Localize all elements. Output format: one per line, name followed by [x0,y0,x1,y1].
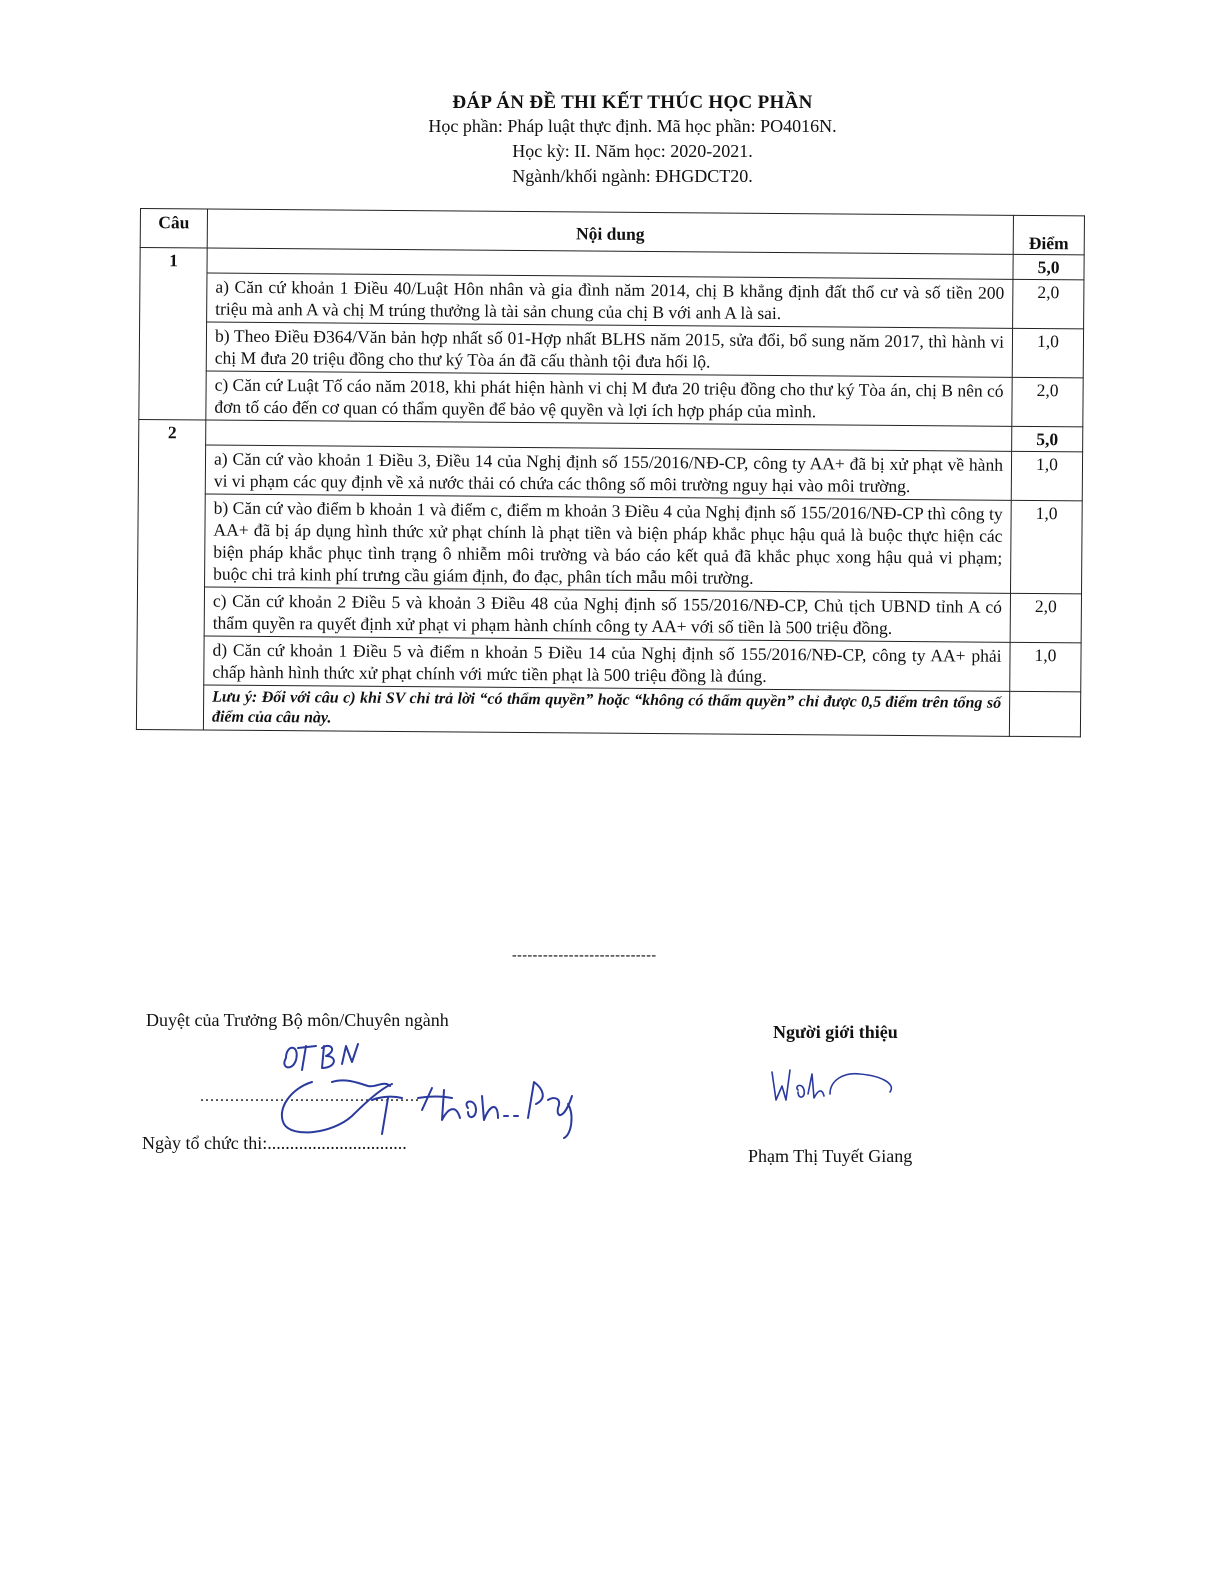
separator-line: ---------------------------- [512,948,657,963]
q1-item-b-score: 1,0 [1012,328,1083,378]
table-row [136,684,1080,736]
q1-item-b: b) Theo Điều Đ364/Văn bản hợp nhất số 01-Hợp nhất BLHS năm 2015, sửa đổi, bổ sung năm 2017, thì hành vi chị M đưa 20 triệu đồng cho thư ký Tòa án đã cấu thành tội đưa hối lộ. [206,322,1012,377]
major-line: Ngành/khối ngành: ĐHGDCT20. [512,166,753,186]
table-row [139,370,1083,426]
q2-item-d: d) Căn cứ khoản 1 Điều 5 và điểm n khoản 5 Điều 14 của Nghị định số 155/2016/NĐ-CP, công ty AA+ phải chấp hành hình thức xử phạt chính với mức tiền phạt là 500 triệu đồng là đúng. [204,636,1010,691]
q1-total-score: 5,0 [1013,254,1084,280]
q2-item-c: c) Căn cứ khoản 2 Điều 5 và khoản 3 Điều 48 của Nghị định số 155/2016/NĐ-CP, Chủ tịch UBND tỉnh A có thẩm quyền ra quyết định xử phạt vi phạm hành chính công ty AA+ với số tiền là 500 triệu đồng. [204,587,1010,642]
q2-item-a-score: 1,0 [1011,451,1082,501]
q2-item-b-score: 1,0 [1011,500,1083,594]
exam-date-label: Ngày tổ chức thi:............................... [142,1133,407,1153]
presenter-name: Phạm Thị Tuyết Giang [748,1146,913,1166]
header-content: Nội dung [207,209,1013,254]
q2-note-score-cell [1009,691,1080,737]
q2-item-c-score: 2,0 [1010,593,1081,643]
q2-item-a: a) Căn cứ vào khoản 1 Điều 3, Điều 14 của Nghị định số 155/2016/NĐ-CP, công ty AA+ đã bị xử phạt về hành vi vi phạm các quy định về xả nước thải có chứa các thông số môi trường nguy hại vào môi trường. [205,445,1011,500]
q2-note: Lưu ý: Đối với câu c) khi SV chỉ trả lời “có thẩm quyền” hoặc “không có thẩm quyền” chỉ được 0,5 điểm trên tổng số điểm của câu này. [203,685,1009,736]
q1-item-c: c) Căn cứ Luật Tố cáo năm 2018, khi phát hiện hành vi chị M đưa 20 triệu đồng cho thư ký Tòa án, chị B nên có đơn tố cáo đến cơ quan có thẩm quyền để bảo vệ quyền và lợi ích hợp pháp của mình. [206,371,1012,426]
approval-label: Duyệt của Trưởng Bộ môn/Chuyên ngành [146,1010,449,1030]
table-row [137,635,1081,691]
table-row [137,586,1081,642]
approval-signature-line: ............................................ [200,1088,420,1105]
table-row [140,273,1084,329]
header-cau: Câu [140,209,207,249]
table-row [139,322,1083,378]
department-head-signature [272,1038,592,1148]
header-diem: Điểm [1013,215,1084,255]
q2-number: 2 [136,419,205,730]
q2-item-d-score: 1,0 [1010,642,1081,692]
q1-item-c-score: 2,0 [1012,377,1083,427]
term-line: Học kỳ: II. Năm học: 2020-2021. [512,141,753,161]
presenter-signature [764,1060,904,1115]
q2-item-b: b) Căn cứ vào điểm b khoản 1 và điểm c, điểm m khoản 3 Điều 4 của Nghị định số 155/2016/NĐ-CP thì công ty AA+ đã bị áp dụng hình thức xử phạt chính là phạt tiền và biện pháp khắc phục hậu quả là buộc thực hiện các biện pháp khắc phục tình trạng ô nhiễm môi trường và báo cáo kết quả đã khắc phục xong hậu quả vi phạm; buộc chi trả kinh phí trưng cầu giám định, đo đạc, phân tích mẫu môi trường. [205,494,1012,593]
course-line: Học phần: Pháp luật thực định. Mã học phần: PO4016N. [428,116,837,136]
document-header [0,92,1225,189]
q1-item-a: a) Căn cứ khoản 1 Điều 40/Luật Hôn nhân và gia đình năm 2014, chị B khẳng định đất thổ cư và số tiền 200 triệu mà anh A và chị M trúng thưởng là tài sản chung của chị B với anh A là sai. [207,273,1013,328]
presenter-label: Người giới thiệu [773,1022,898,1042]
document-title: ĐÁP ÁN ĐỀ THI KẾT THÚC HỌC PHẦN [452,92,813,113]
table-row [138,493,1083,593]
q2-total-score: 5,0 [1012,426,1083,452]
q1-item-a-score: 2,0 [1013,279,1084,329]
table-row [138,444,1082,500]
answer-table [136,208,1085,737]
q1-number: 1 [139,248,207,421]
